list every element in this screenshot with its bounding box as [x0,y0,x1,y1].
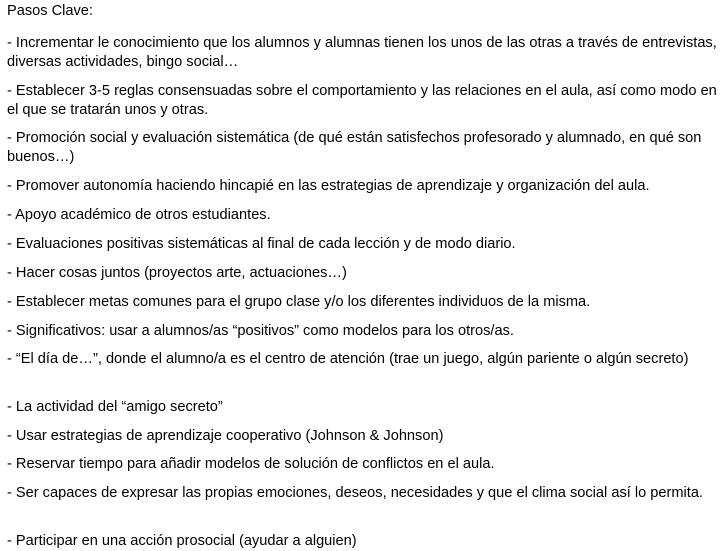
list-item: - “El día de…”, donde el alumno/a es el centro de atención (trae un juego, algún pariente o algún secreto) [7,351,689,367]
list-item: - La actividad del “amigo secreto” [7,399,223,415]
list-item: - Establecer metas comunes para el grupo clase y/o los diferentes individuos de la misma. [7,294,591,310]
list-item: - Evaluaciones positivas sistemáticas al final de cada lección y de modo diario. [7,236,516,252]
list-item: - Hacer cosas juntos (proyectos arte, actuaciones…) [7,265,347,281]
list-item: - Incrementar le conocimiento que los alumnos y alumnas tienen los unos de las otras a través de entrevistas, diversas actividades, bingo social… [7,35,717,71]
list-item: - Significativos: usar a alumnos/as “positivos” como modelos para los otros/as. [7,323,514,339]
list-item: - Ser capaces de expresar las propias emociones, deseos, necesidades y que el clima social así lo permita. [7,485,703,501]
document-title: Pasos Clave: [7,3,93,19]
list-item: - Promoción social y evaluación sistemática (de qué están satisfechos profesorado y alumnado, en qué son buenos…) [7,130,702,166]
list-item: - Usar estrategias de aprendizaje cooperativo (Johnson & Johnson) [7,428,444,444]
list-item: - Establecer 3-5 reglas consensuadas sobre el comportamiento y las relaciones en el aula, así como modo en el que se tratarán unos y otras. [7,83,717,119]
list-item: - Apoyo académico de otros estudiantes. [7,207,271,223]
list-item: - Promover autonomía haciendo hincapié en las estrategias de aprendizaje y organización del aula. [7,178,650,194]
list-item: - Participar en una acción prosocial (ayudar a alguien) [7,533,357,549]
list-item: - Reservar tiempo para añadir modelos de solución de conflictos en el aula. [7,456,495,472]
